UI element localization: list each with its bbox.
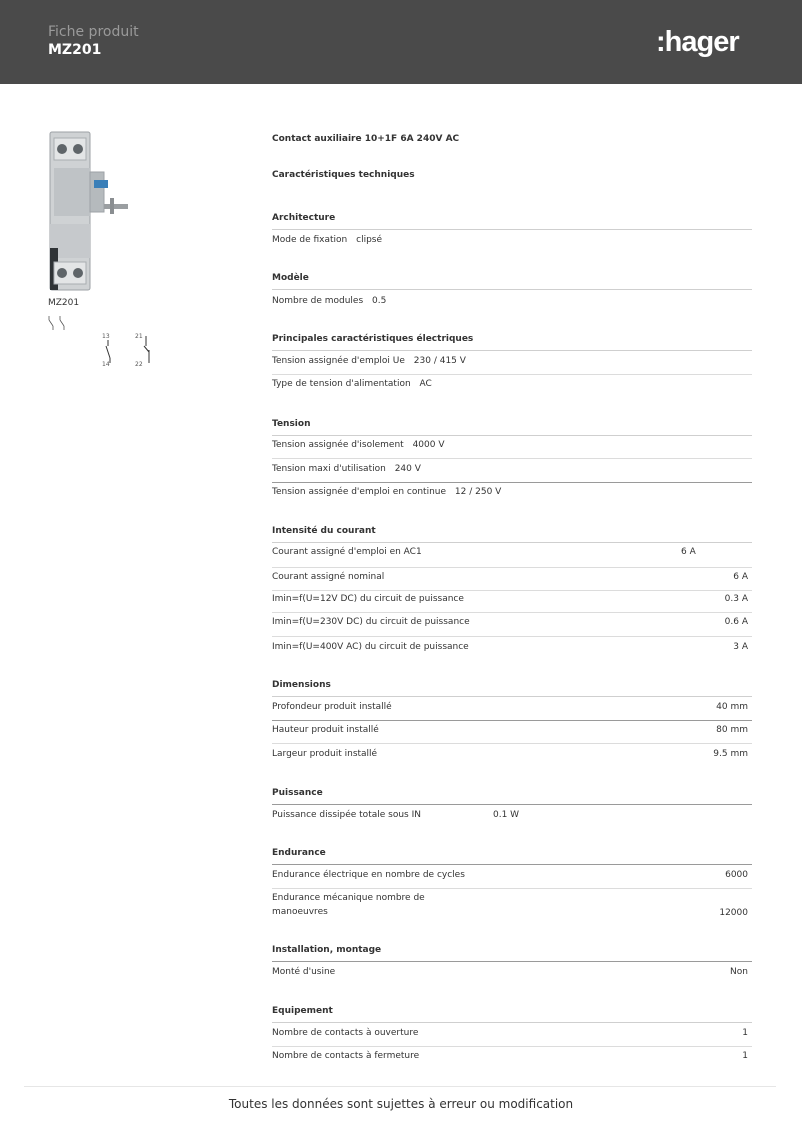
spec-value: 0.1 W (493, 810, 520, 820)
spec-label: Tension assignée d'isolement (272, 440, 404, 450)
spec-row (272, 721, 752, 744)
section-title-power: Puissance (272, 787, 752, 805)
section-title-equipment: Equipement (272, 1005, 752, 1023)
spec-value: 80 mm (716, 725, 748, 735)
spec-value: clipsé (356, 235, 383, 245)
spec-value: 40 mm (716, 702, 748, 712)
footer-disclaimer: Toutes les données sont sujettes à erreur ou modification (228, 1097, 574, 1111)
section-title-current: Intensité du courant (272, 525, 752, 543)
spec-row (272, 460, 752, 483)
spec-value: 12 / 250 V (454, 487, 502, 497)
section-header-technical: Caractéristiques techniques (272, 170, 415, 180)
product-caption: MZ201 (48, 298, 80, 308)
spec-value: 0.5 (372, 296, 387, 306)
spec-value: AC (419, 379, 432, 389)
spec-label: Endurance électrique en nombre de cycles (272, 870, 465, 880)
spec-value: 6 A (681, 547, 696, 557)
spec-value: 3 A (733, 642, 748, 652)
section-title-tension: Tension (272, 418, 752, 436)
spec-row (272, 698, 752, 721)
spec-row (272, 963, 752, 986)
product-photo (44, 128, 140, 294)
section-title-electrical: Principales caractéristiques électriques (272, 333, 752, 351)
footer-divider (24, 1086, 776, 1087)
spec-row (272, 889, 752, 929)
spec-value: 12000 (719, 908, 748, 918)
spec-label: Type de tension d'alimentation (272, 379, 411, 389)
spec-value: 9.5 mm (713, 749, 748, 759)
section-title-dimensions: Dimensions (272, 679, 752, 697)
section-title-modele: Modèle (272, 272, 752, 290)
spec-row (272, 483, 752, 506)
section-title-endurance: Endurance (272, 847, 752, 865)
section-title-architecture: Architecture (272, 212, 752, 230)
spec-row (272, 806, 752, 829)
contact-schema-diagram (46, 330, 156, 368)
hager-logo-text: :hager (656, 26, 739, 58)
spec-row (272, 1047, 752, 1070)
spec-label: Nombre de contacts à ouverture (272, 1028, 419, 1038)
spec-label: Hauteur produit installé (272, 725, 379, 735)
hager-logo (656, 24, 756, 60)
spec-value: Non (730, 967, 748, 977)
spec-row (272, 375, 752, 398)
spec-value: 1 (742, 1028, 748, 1038)
spec-value: 6000 (725, 870, 748, 880)
spec-value: 240 V (394, 464, 421, 474)
spec-label-cont: manoeuvres (272, 907, 328, 917)
spec-value: 230 / 415 V (413, 356, 466, 366)
spec-row (272, 590, 752, 613)
spec-label: Largeur produit installé (272, 749, 378, 759)
spec-value: 1 (742, 1051, 748, 1061)
spec-label: Mode de fixation (272, 235, 348, 245)
spec-label: Imin=f(U=12V DC) du circuit de puissance (272, 594, 464, 604)
spec-row (272, 745, 752, 768)
terminal-21: 21 (135, 333, 143, 340)
spec-row (272, 231, 752, 254)
section-title-installation: Installation, montage (272, 944, 752, 962)
spec-label: Courant assigné d'emploi en AC1 (272, 547, 422, 557)
spec-label: Imin=f(U=230V DC) du circuit de puissance (272, 617, 470, 627)
spec-value: 0.3 A (724, 594, 748, 604)
spec-row (272, 1024, 752, 1047)
spec-label: Nombre de modules (272, 296, 364, 306)
spec-label: Puissance dissipée totale sous IN (272, 810, 421, 820)
spec-label: Endurance mécanique nombre de (272, 893, 425, 903)
spec-row (272, 436, 752, 459)
spec-value: 4000 V (412, 440, 445, 450)
spec-value: 0.6 A (724, 617, 748, 627)
spec-row (272, 352, 752, 375)
product-title: Contact auxiliaire 10+1F 6A 240V AC (272, 134, 460, 144)
spec-row (272, 292, 752, 315)
spec-label: Tension assignée d'emploi en continue (272, 487, 447, 497)
spec-row (272, 568, 752, 591)
terminal-14: 14 (102, 361, 110, 368)
spec-label: Monté d'usine (272, 967, 336, 977)
spec-row (272, 638, 752, 661)
spec-label: Nombre de contacts à fermeture (272, 1051, 420, 1061)
page-header (0, 0, 802, 84)
spec-value: 6 A (733, 572, 748, 582)
terminal-22: 22 (135, 361, 143, 368)
spec-label: Tension maxi d'utilisation (272, 464, 386, 474)
spec-label: Profondeur produit installé (272, 702, 392, 712)
doc-type-label: Fiche produit (48, 24, 139, 40)
spec-label: Courant assigné nominal (272, 572, 385, 582)
spec-label: Tension assignée d'emploi Ue (272, 356, 405, 366)
terminal-13: 13 (102, 333, 110, 340)
product-reference: MZ201 (48, 42, 102, 58)
spec-row (272, 866, 752, 889)
spec-row (272, 543, 752, 568)
spec-label: Imin=f(U=400V AC) du circuit de puissance (272, 642, 469, 652)
spec-row (272, 613, 752, 637)
